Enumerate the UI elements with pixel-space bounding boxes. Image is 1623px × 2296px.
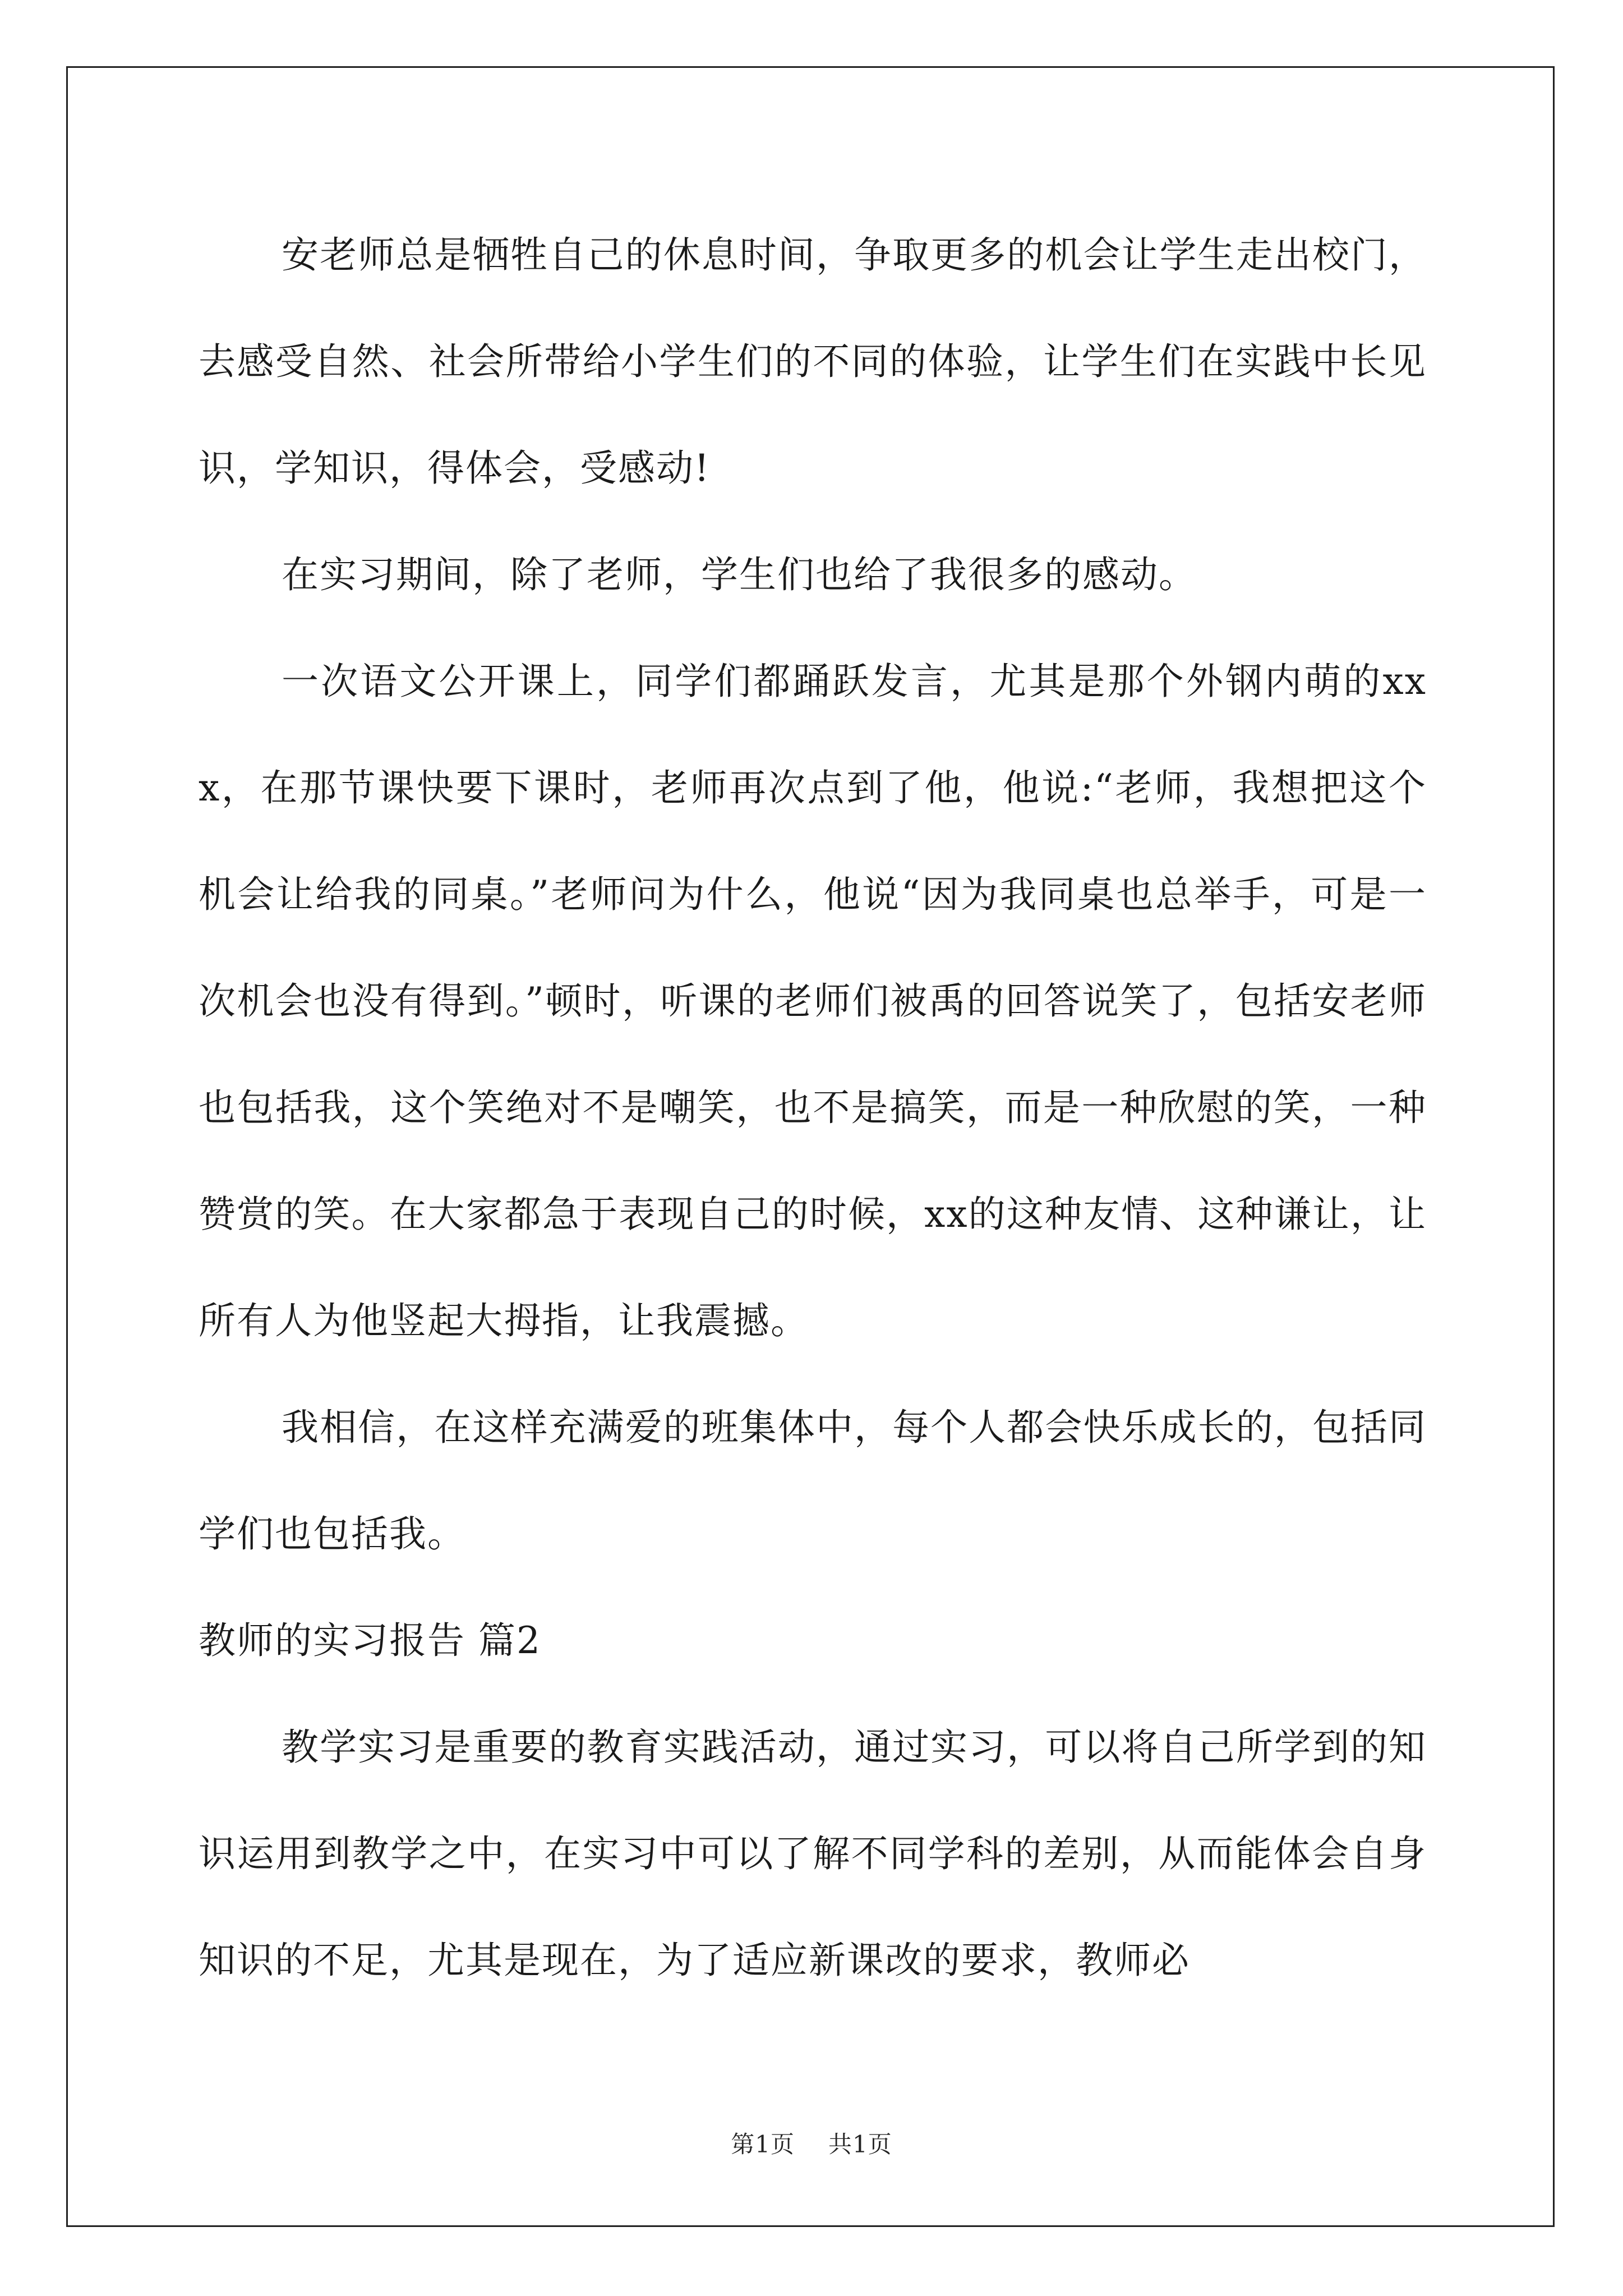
section-heading: 教师的实习报告 篇2 xyxy=(199,1619,541,1662)
page-number-total: 共1页 xyxy=(828,2131,892,2158)
paragraph-4: 我相信，在这样充满爱的班集体中，每个人都会快乐成长的，包括同学们也包括我。 xyxy=(199,1406,1427,1556)
document-body xyxy=(199,202,1427,2014)
page-number-current: 第1页 xyxy=(731,2131,795,2158)
paragraph-5: 教学实习是重要的教育实践活动，通过实习，可以将自己所学到的知识运用到教学之中，在实习中可以了解不同学科的差别，从而能体会自身知识的不足，尤其是现在，为了适应新课改的要求，教师必 xyxy=(199,1726,1427,1982)
paragraph-1: 安老师总是牺牲自己的休息时间，争取更多的机会让学生走出校门，去感受自然、社会所带给小学生们的不同的体验，让学生们在实践中长见识，学知识，得体会，受感动! xyxy=(199,233,1427,490)
page-footer xyxy=(0,2126,1623,2160)
paragraph-3: 一次语文公开课上，同学们都踊跃发言，尤其是那个外钢内萌的xxx，在那节课快要下课时，老师再次点到了他，他说:“老师，我想把这个机会让给我的同桌。”老师问为什么，他说“因为我同桌也总举手，可是一次机会也没有得到。”顿时，听课的老师们被禹的回答说笑了，包括安老师也包括我，这个笑绝对不是嘲笑，也不是搞笑，而是一种欣慰的笑，一种赞赏的笑。在大家都急于表现自己的时候，xx的这种友情、这种谦让，让所有人为他竖起大拇指，让我震撼。 xyxy=(199,660,1427,1342)
paragraph-2: 在实习期间，除了老师，学生们也给了我很多的感动。 xyxy=(282,553,1197,596)
